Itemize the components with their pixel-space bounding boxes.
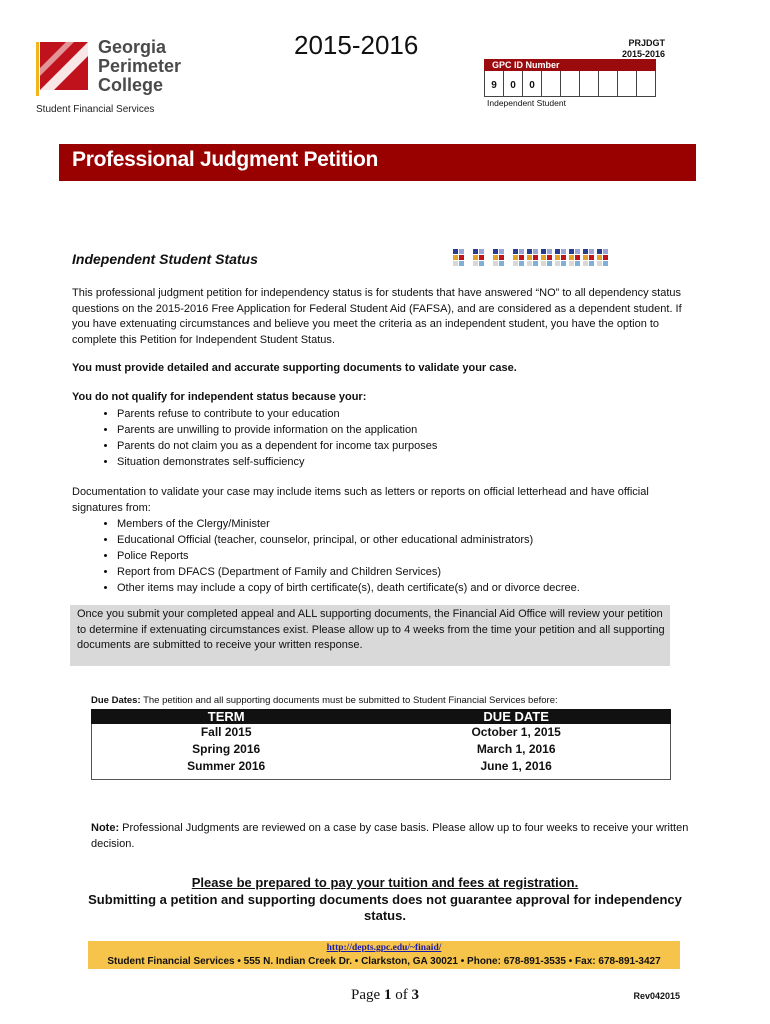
decorative-squares-icon — [453, 249, 613, 267]
column-header-due-date: DUE DATE — [361, 709, 671, 724]
list-item: • Other items may include a copy of birth certificate(s), death certificate(s) and or divorce decree. — [117, 580, 692, 596]
page-current: 1 — [383, 987, 392, 1003]
list-item: • Report from DFACS (Department of Family and Children Services) — [117, 564, 692, 580]
table-row — [91, 741, 671, 758]
due-dates-label-text: The petition and all supporting documents must be submitted to Student Financial Services before: — [140, 695, 558, 706]
gpc-id-cell[interactable] — [561, 71, 580, 97]
due-date-cell: March 1, 2016 — [476, 742, 556, 756]
gpc-id-cells — [484, 71, 656, 97]
list-item: • Police Reports — [117, 548, 692, 564]
payment-notice-line1: Please be prepared to pay your tuition and fees at registration. — [191, 875, 579, 890]
form-code-block — [622, 38, 665, 60]
must-provide-statement: You must provide detailed and accurate supporting documents to validate your case. — [72, 362, 517, 374]
review-note: Once you submit your completed appeal and ALL supporting documents, the Financial Aid Office will review your petition to determine if extenuating circumstances exist. Please allow up to 4 weeks from the time your petition and all supporting documents are submitted to receive your written response. — [77, 608, 665, 651]
award-year: 2015-2016 — [294, 30, 419, 60]
list-item: • Parents refuse to contribute to your education — [117, 406, 692, 422]
due-dates-label-bold: Due Dates: — [91, 695, 141, 706]
column-header-term: TERM — [91, 709, 361, 724]
table-header-row — [91, 709, 671, 724]
page-prefix: Page — [351, 987, 384, 1003]
term-cell: Fall 2015 — [200, 725, 252, 739]
form-year: 2015-2016 — [621, 49, 665, 59]
payment-notice — [72, 875, 698, 925]
gpc-id-cell[interactable] — [580, 71, 599, 97]
list-item: • Parents are unwilling to provide information on the application — [117, 422, 692, 438]
revision-code: Rev042015 — [633, 991, 680, 1001]
college-name-line3: College — [98, 75, 164, 95]
intro-paragraph: This professional judgment petition for independency status is for students that have answered “NO” to all dependency status questions on the 2015-2016 Free Application for Federal Student Aid (FAFSA), and are considered as a dependent student. If you have extenuating circumstances and believe you meet the criteria as an independent student, you have the option to complete this Petition for Independent Student Status. — [72, 287, 682, 346]
list-item: • Parents do not claim you as a dependent for income tax purposes — [117, 438, 692, 454]
financial-aid-link[interactable]: http://depts.gpc.edu/~finaid/ — [326, 943, 442, 953]
student-type-note: Independent Student — [487, 98, 566, 108]
due-dates-table — [91, 709, 671, 775]
term-cell: Spring 2016 — [192, 742, 261, 756]
term-cell: Summer 2016 — [187, 759, 266, 773]
list-item: • Educational Official (teacher, counselor, principal, or other educational administrators) — [117, 532, 692, 548]
gpc-id-cell[interactable]: 0 — [523, 71, 542, 97]
gpc-id-box — [484, 59, 656, 108]
gpc-id-cell[interactable]: 9 — [485, 71, 504, 97]
gpc-id-label: GPC ID Number — [484, 59, 656, 71]
documentation-list — [72, 516, 692, 596]
due-date-cell: October 1, 2015 — [471, 725, 561, 739]
page-title: Professional Judgment Petition — [72, 148, 379, 171]
gpc-id-cell[interactable]: 0 — [504, 71, 523, 97]
list-item: • Situation demonstrates self-sufficiency — [117, 454, 692, 470]
college-name-line2: Perimeter — [98, 56, 182, 76]
table-row — [91, 724, 671, 741]
college-logo-mark — [36, 38, 94, 96]
documentation-block — [72, 485, 692, 596]
department-name: Student Financial Services — [36, 104, 155, 115]
payment-notice-line2: Submitting a petition and supporting documents does not guarantee approval for independency status. — [88, 891, 682, 923]
gpc-id-cell[interactable] — [542, 71, 561, 97]
not-qualify-block — [72, 390, 692, 470]
due-date-cell: June 1, 2016 — [480, 759, 552, 773]
form-code: PRJDGT — [628, 38, 665, 48]
footer-address: Student Financial Services • 555 N. Indian Creek Dr. • Clarkston, GA 30021 • Phone: 678-891-3535 • Fax: 678-891-3427 — [107, 956, 661, 967]
section-title: Independent Student Status — [72, 251, 258, 267]
gpc-id-cell[interactable] — [637, 71, 656, 97]
page-of: of — [391, 987, 412, 1003]
note-label: Note: — [91, 822, 120, 834]
gpc-id-cell[interactable] — [599, 71, 618, 97]
not-qualify-list — [72, 406, 692, 470]
due-dates-label — [91, 695, 558, 706]
table-row — [91, 758, 671, 775]
college-name-line1: Georgia — [98, 37, 167, 57]
not-qualify-heading: You do not qualify for independent status because your: — [72, 391, 367, 403]
documentation-intro: Documentation to validate your case may include items such as letters or reports on official letterhead and have official signatures from: — [72, 486, 649, 514]
note-text: Professional Judgments are reviewed on a case by case basis. Please allow up to four weeks to receive your written decision. — [91, 822, 689, 850]
page-total: 3 — [411, 987, 419, 1003]
note-paragraph — [91, 821, 691, 852]
college-name — [98, 38, 181, 95]
list-item: • Members of the Clergy/Minister — [117, 516, 692, 532]
gpc-id-cell[interactable] — [618, 71, 637, 97]
